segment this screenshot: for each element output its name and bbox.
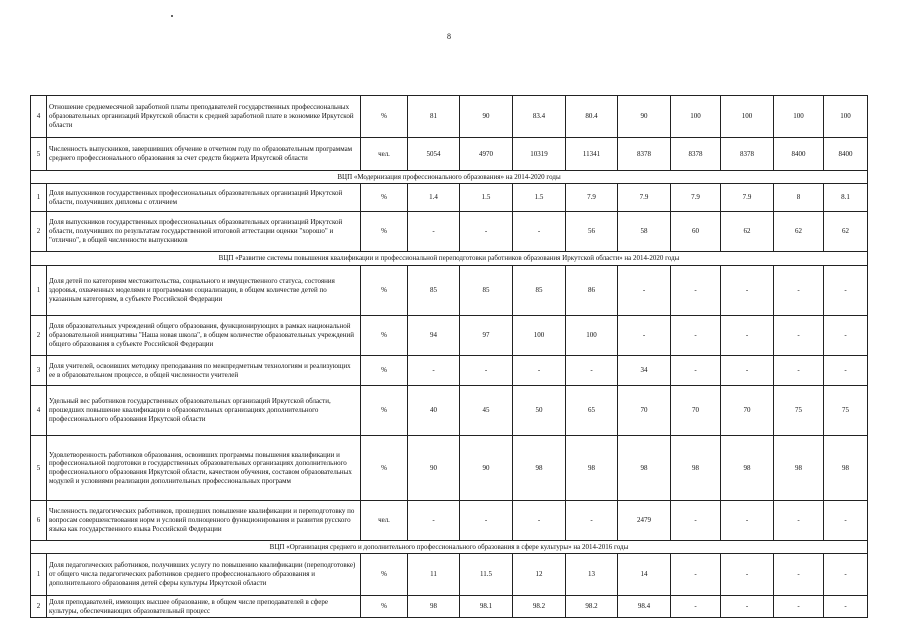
row-number: 2 — [31, 596, 47, 618]
value-cell: - — [513, 356, 566, 386]
value-cell: - — [824, 266, 868, 316]
indicator-description: Доля образовательных учреждений общего образования, функционирующих в рамках национальной образовательной инициативы "Наша новая школа", в общем количестве образовательных учреждений общего образования в субъекте Российской Федерации — [47, 316, 361, 356]
value-cell: - — [721, 356, 774, 386]
value-cell: - — [721, 596, 774, 618]
value-cell: - — [671, 596, 721, 618]
unit-cell: % — [361, 184, 408, 212]
unit-cell: % — [361, 356, 408, 386]
section-title: ВЦП «Организация среднего и дополнительного профессионального образования в сфере культуры» на 2014-2016 годы — [31, 541, 868, 554]
row-number: 5 — [31, 436, 47, 501]
unit-cell: % — [361, 436, 408, 501]
table-row — [31, 212, 868, 252]
value-cell: 75 — [774, 386, 824, 436]
value-cell: 98 — [408, 596, 460, 618]
value-cell: - — [408, 212, 460, 252]
indicator-description: Численность педагогических работников, прошедших повышение квалификации и переподготовку по вопросам совершенствования норм и условий полноценного функционирования и развития русского языка как государственного языка Российской Федерации — [47, 501, 361, 541]
value-cell: 86 — [566, 266, 618, 316]
value-cell: - — [774, 501, 824, 541]
value-cell: - — [774, 596, 824, 618]
value-cell: 7.9 — [618, 184, 671, 212]
value-cell: 98.1 — [460, 596, 513, 618]
indicator-description: Удельный вес работников государственных образовательных организаций Иркутской области, прошедших повышение квалификации в образовательных организациях дополнительного профессионального образования Иркутской области — [47, 386, 361, 436]
value-cell: 8400 — [824, 138, 868, 171]
unit-cell: чел. — [361, 501, 408, 541]
value-cell: 1.5 — [513, 184, 566, 212]
indicator-description: Доля выпускников государственных профессиональных образовательных организаций Иркутской области, получивших дипломы с отличием — [47, 184, 361, 212]
section-title: ВЦП «Развитие системы повышения квалификации и профессиональной переподготовки работников образования Иркутской области» на 2014-2020 годы — [31, 252, 868, 266]
value-cell: 98 — [566, 436, 618, 501]
value-cell: - — [774, 266, 824, 316]
table-row — [31, 184, 868, 212]
section-title: ВЦП «Модернизация профессионального образования» на 2014-2020 годы — [31, 171, 868, 184]
value-cell: - — [824, 356, 868, 386]
value-cell: 1.5 — [460, 184, 513, 212]
value-cell: 94 — [408, 316, 460, 356]
value-cell: 8378 — [721, 138, 774, 171]
value-cell: 70 — [618, 386, 671, 436]
section-header-row — [31, 171, 868, 184]
value-cell: 7.9 — [566, 184, 618, 212]
table-row — [31, 501, 868, 541]
value-cell: 75 — [824, 386, 868, 436]
value-cell: 58 — [618, 212, 671, 252]
unit-cell: % — [361, 212, 408, 252]
value-cell: - — [671, 501, 721, 541]
value-cell: - — [671, 266, 721, 316]
value-cell: 90 — [460, 436, 513, 501]
value-cell: 100 — [721, 96, 774, 138]
value-cell: 100 — [774, 96, 824, 138]
value-cell: 100 — [513, 316, 566, 356]
value-cell: 56 — [566, 212, 618, 252]
value-cell: 40 — [408, 386, 460, 436]
table-row — [31, 138, 868, 171]
value-cell: - — [618, 316, 671, 356]
table-row — [31, 316, 868, 356]
value-cell: 50 — [513, 386, 566, 436]
indicator-description: Доля детей по категориям местожительства, социального и имущественного статуса, состояния здоровья, охваченных моделями и программами социализации, в общем количестве детей по указанным категориям, в субъекте Российской Федерации — [47, 266, 361, 316]
row-number: 1 — [31, 554, 47, 596]
unit-cell: % — [361, 554, 408, 596]
value-cell: 98.4 — [618, 596, 671, 618]
value-cell: - — [671, 554, 721, 596]
value-cell: - — [721, 266, 774, 316]
value-cell: - — [824, 554, 868, 596]
value-cell: 10319 — [513, 138, 566, 171]
indicator-description: Доля выпускников государственных профессиональных образовательных организаций Иркутской области, получивших по результатам государственной итоговой аттестации оценки "хорошо" и "отлично", в общей численности выпускников — [47, 212, 361, 252]
row-number: 2 — [31, 212, 47, 252]
row-number: 3 — [31, 356, 47, 386]
value-cell: 98 — [671, 436, 721, 501]
value-cell: 98 — [618, 436, 671, 501]
value-cell: 80.4 — [566, 96, 618, 138]
value-cell: 98 — [513, 436, 566, 501]
value-cell: - — [460, 212, 513, 252]
value-cell: 13 — [566, 554, 618, 596]
value-cell: 90 — [460, 96, 513, 138]
value-cell: 8.1 — [824, 184, 868, 212]
value-cell: 12 — [513, 554, 566, 596]
value-cell: - — [671, 316, 721, 356]
value-cell: 4970 — [460, 138, 513, 171]
table-row — [31, 356, 868, 386]
unit-cell: чел. — [361, 138, 408, 171]
value-cell: 85 — [460, 266, 513, 316]
value-cell: - — [513, 501, 566, 541]
value-cell: - — [824, 501, 868, 541]
value-cell: 90 — [408, 436, 460, 501]
scan-speck — [171, 15, 173, 17]
value-cell: 100 — [824, 96, 868, 138]
value-cell: 1.4 — [408, 184, 460, 212]
row-number: 4 — [31, 386, 47, 436]
unit-cell: % — [361, 96, 408, 138]
value-cell: 14 — [618, 554, 671, 596]
indicator-description: Доля педагогических работников, получивших услугу по повышению квалификации (переподготовке) от общего числа педагогических работников среднего профессионального образования и дополнительного образования детей сферы культуры Иркутской области — [47, 554, 361, 596]
value-cell: 100 — [671, 96, 721, 138]
value-cell: 81 — [408, 96, 460, 138]
value-cell: 98.2 — [513, 596, 566, 618]
value-cell: - — [513, 212, 566, 252]
value-cell: - — [721, 554, 774, 596]
row-number: 4 — [31, 96, 47, 138]
indicator-description: Численность выпускников, завершивших обучение в отчетном году по образовательным программам среднего профессионального образования за счет средств бюджета Иркутской области — [47, 138, 361, 171]
value-cell: - — [460, 356, 513, 386]
section-header-row — [31, 252, 868, 266]
value-cell: 98 — [721, 436, 774, 501]
row-number: 5 — [31, 138, 47, 171]
value-cell: - — [721, 316, 774, 356]
value-cell: 98 — [824, 436, 868, 501]
table-row — [31, 596, 868, 618]
unit-cell: % — [361, 266, 408, 316]
value-cell: - — [460, 501, 513, 541]
value-cell: - — [824, 316, 868, 356]
indicator-description: Доля преподавателей, имеющих высшее образование, в общем числе преподавателей в сфере культуры, обеспечивающих образовательный процесс — [47, 596, 361, 618]
value-cell: 70 — [721, 386, 774, 436]
table-row — [31, 96, 868, 138]
value-cell: 98.2 — [566, 596, 618, 618]
value-cell: - — [774, 554, 824, 596]
value-cell: 11341 — [566, 138, 618, 171]
value-cell: - — [671, 356, 721, 386]
value-cell: 62 — [721, 212, 774, 252]
indicators-table — [30, 95, 868, 618]
value-cell: 98 — [774, 436, 824, 501]
value-cell: 11 — [408, 554, 460, 596]
value-cell: 70 — [671, 386, 721, 436]
value-cell: - — [824, 596, 868, 618]
value-cell: 83.4 — [513, 96, 566, 138]
unit-cell: % — [361, 386, 408, 436]
section-header-row — [31, 541, 868, 554]
value-cell: 97 — [460, 316, 513, 356]
table-row — [31, 266, 868, 316]
indicator-description: Удовлетворенность работников образования, освоивших программы повышения квалификации и профессиональной подготовки в государственных образовательных организациях дополнительного профессионального образования Иркутской области, качеством обучения, составом образовательных модулей и условиями реализации дополнительных профессиональных программ — [47, 436, 361, 501]
value-cell: - — [408, 356, 460, 386]
value-cell: 8378 — [618, 138, 671, 171]
unit-cell: % — [361, 596, 408, 618]
value-cell: 85 — [513, 266, 566, 316]
value-cell: - — [408, 501, 460, 541]
value-cell: 62 — [774, 212, 824, 252]
value-cell: 5054 — [408, 138, 460, 171]
value-cell: 7.9 — [721, 184, 774, 212]
value-cell: 7.9 — [671, 184, 721, 212]
indicator-description: Отношение среднемесячной заработной платы преподавателей государственных профессиональных образовательных организаций Иркутской области к средней заработной плате в экономике Иркутской области — [47, 96, 361, 138]
value-cell: 65 — [566, 386, 618, 436]
value-cell: - — [774, 316, 824, 356]
table-row — [31, 554, 868, 596]
value-cell: 100 — [566, 316, 618, 356]
value-cell: 34 — [618, 356, 671, 386]
table-row — [31, 436, 868, 501]
value-cell: - — [774, 356, 824, 386]
value-cell: 2479 — [618, 501, 671, 541]
value-cell: 11.5 — [460, 554, 513, 596]
row-number: 1 — [31, 266, 47, 316]
row-number: 1 — [31, 184, 47, 212]
row-number: 6 — [31, 501, 47, 541]
page-number: 8 — [447, 32, 451, 41]
value-cell: 62 — [824, 212, 868, 252]
value-cell: - — [721, 501, 774, 541]
row-number: 2 — [31, 316, 47, 356]
value-cell: 8 — [774, 184, 824, 212]
value-cell: 90 — [618, 96, 671, 138]
value-cell: 60 — [671, 212, 721, 252]
table-row — [31, 386, 868, 436]
value-cell: 85 — [408, 266, 460, 316]
value-cell: - — [618, 266, 671, 316]
value-cell: 8400 — [774, 138, 824, 171]
value-cell: 45 — [460, 386, 513, 436]
unit-cell: % — [361, 316, 408, 356]
indicator-description: Доля учителей, освоивших методику преподавания по межпредметным технологиям и реализующих ее в образовательном процессе, в общей численности учителей — [47, 356, 361, 386]
value-cell: 8378 — [671, 138, 721, 171]
value-cell: - — [566, 501, 618, 541]
value-cell: - — [566, 356, 618, 386]
